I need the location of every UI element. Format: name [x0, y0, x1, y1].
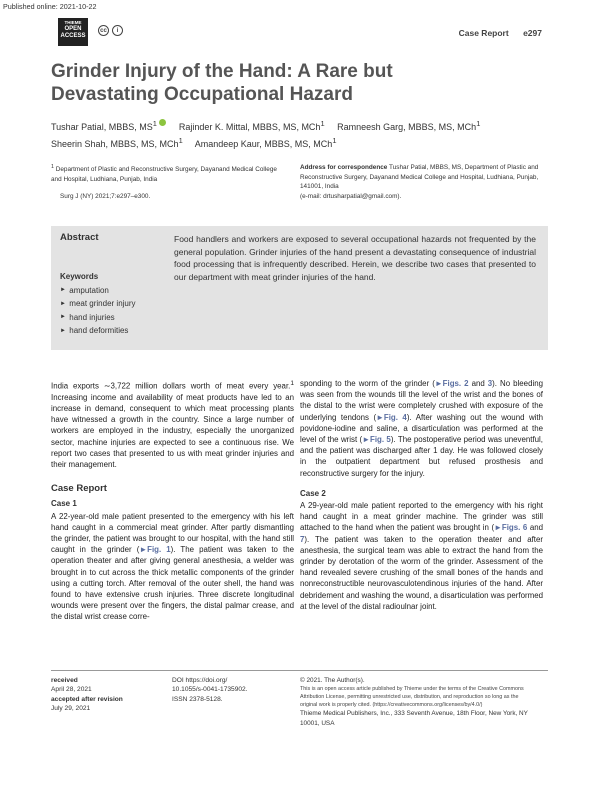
keywords-list: [60, 284, 136, 338]
citation: Surg J (NY) 2021;7:e297–e300.: [60, 193, 151, 200]
doi-label: DOI https://doi.org/: [172, 677, 228, 684]
accepted-label: accepted after revision: [51, 695, 123, 703]
correspondence-label: Address for correspondence: [300, 164, 388, 171]
correspondence-address: [300, 163, 550, 201]
keyword-item: ► meat grinder injury: [60, 297, 136, 310]
abstract-text: Food handlers and workers are exposed to several occupational hazards not frequented by the general population. Grinder injuries of the hand present a devastating consequence of industrial food processing that is infrequently described. Herein, we describe two cases that presented to our department with meat grinder injuries of the hand.: [174, 234, 536, 283]
author-sup: 1: [332, 136, 337, 145]
author-name: Amandeep Kaur, MBBS, MS, MCh: [194, 139, 333, 149]
keyword-item: ► hand deformities: [60, 324, 136, 337]
issn: ISSN 2378-5128.: [172, 695, 223, 703]
keyword-item: ► hand injuries: [60, 311, 136, 324]
license-block: [300, 676, 535, 728]
correspondence-email[interactable]: (e-mail: drtusharpatial@gmail.com).: [300, 192, 402, 200]
keyword-item: ► amputation: [60, 284, 136, 297]
case2-text: A 29-year-old male patient reported to the emergency with his right hand caught in a meat grinder machine. The grinder was still attached to the hand when the patient was brought in (: [300, 501, 543, 533]
case1-text: A 22-year-old male patient presented to the emergency with his left hand caught in a commercial meat grinder. After partly dismantling the grinder, the patient was brought to our hospital, with the hand still caught in the grinder (: [51, 511, 294, 555]
intro-paragraph: [51, 378, 294, 470]
section-label: Case Report: [458, 28, 509, 38]
intro-text: India exports ∼3,722 million dollars worth of meat every year.: [51, 381, 291, 391]
case2-paragraph: [300, 500, 543, 612]
article-title: Grinder Injury of the Hand: A Rare but Devastating Occupational Hazard: [51, 61, 393, 105]
author-sup: 1: [178, 136, 183, 145]
logo-line-2: OPEN: [64, 26, 82, 32]
case-report-heading: Case Report: [51, 483, 107, 495]
affiliation-sup: 1: [51, 164, 54, 170]
intro-text: Increasing income and availability of meat products have led to an increase in demand, consequent to which meat processing plants have witnessed a growth in the country. Since a large number of workers are employed in the industry, especially the unorganized sector, machine injuries are expected to see a continuous rise. We report two cases that presented to us with meat grinder injuries and their management.: [51, 392, 294, 470]
logo-line-1: THIEME: [64, 20, 82, 25]
figure-link[interactable]: 3: [487, 379, 493, 388]
cc-license-icon: cc: [98, 25, 109, 36]
article-dates: [51, 676, 123, 713]
case1-text: ). The patient was taken to the operation theater and after giving general anesthesia, a welder was brought in to cut across the thick metallic components of the grinder using a cutting torch. After removal of the outer shell, the hand was found to have extensive crush injuries. Three discrete longitudinal wounds were present over the fingers, the distal palmar crease, and the distal wrist crease corre-: [51, 545, 294, 622]
figure-link[interactable]: ►Figs. 6: [494, 523, 528, 533]
reference-sup[interactable]: 1: [290, 380, 294, 387]
body-column-right: [300, 378, 543, 612]
keywords-heading: Keywords: [60, 272, 99, 281]
case2-text: ). The patient was taken to the operation theater and after anesthesia, the surgical team was able to extract the hand from the grinder by derotation of the worm of the grinder. Assessment of the hand revealed severe crushing of the small bones of the hands and nonreconstructible neurovasculotendinous injuries of the hand. After debridement and washing the wound, a disarticulation was performed at the level of the distal radioulnar joint.: [300, 534, 543, 611]
correspondence-text: Tushar Patial, MBBS, MS, Department of Plastic and Reconstructive Surgery, Dayanand Medical College and Hospital, Ludhiana, Punjab, 141001, India: [300, 164, 539, 190]
author-name: Ramneesh Garg, MBBS, MS, MCh: [337, 122, 477, 132]
author-name: Rajinder K. Mittal, MBBS, MS, MCh: [178, 122, 321, 132]
case1-text: ). No bleeding was seen from the wounds till the level of the wrist and the bones of the distal to the wrist were completely crushed with exposure of the underlying tendons (: [300, 379, 543, 422]
affiliation: [51, 163, 281, 184]
case1-text: ). The postoperative period was uneventful, and the patient was discharged after 1 day. He was followed closely in the outpatient department but refused prosthesis and reconstructive surgery for the injury.: [300, 435, 543, 478]
logo-line-3: ACCESS: [60, 33, 86, 39]
figure-link[interactable]: ►Fig. 5: [362, 435, 391, 445]
published-online-date: Published online: 2021-10-22: [3, 2, 97, 11]
footer-divider: [51, 670, 548, 671]
figure-link[interactable]: ►Figs. 2: [434, 379, 469, 388]
case1-text: sponding to the worm of the grinder (: [300, 379, 435, 388]
case1-text: ). After washing out the wound with povidone-iodine and saline, a disarticulation was performed at the level of the wrist (: [300, 412, 543, 445]
case2-heading: Case 2: [300, 488, 326, 498]
author-name: Sheerin Shah, MBBS, MS, MCh: [51, 139, 179, 149]
author-sup: 1: [320, 119, 325, 128]
author-sup: 1: [152, 119, 157, 128]
case1-paragraph: [51, 511, 294, 623]
page-number: e297: [523, 28, 542, 38]
copyright: © 2021. The Author(s).: [300, 677, 365, 684]
received-label: received: [51, 677, 78, 684]
abstract-heading: Abstract: [60, 232, 99, 243]
orcid-icon[interactable]: [159, 119, 166, 126]
doi-value[interactable]: 10.1055/s-0041-1735902.: [172, 686, 248, 694]
license-text: This is an open access article published by Thieme under the terms of the Creative Commons Attribution License, permitting unrestricted use, distribution, and reproduction so long as the original work is properly cited. (https://creativecommons.org/licenses/by/4.0/): [300, 686, 524, 709]
connector-text: and: [468, 379, 488, 388]
connector-text: and: [527, 523, 544, 533]
case1-continued-paragraph: [300, 378, 543, 479]
body-column-left: [51, 378, 294, 623]
author-sup: 1: [476, 119, 481, 128]
publisher-address: Thieme Medical Publishers, Inc., 333 Seventh Avenue, 18th Floor, New York, NY 10001, USA: [300, 710, 528, 727]
author-list: [51, 117, 521, 151]
doi-block: [172, 676, 248, 704]
thieme-open-access-logo: [58, 18, 88, 46]
figure-link[interactable]: ►Fig. 4: [376, 412, 407, 422]
figure-link[interactable]: ►Fig. 1: [139, 545, 171, 555]
received-date: April 28, 2021: [51, 686, 92, 694]
figure-link[interactable]: 7: [300, 534, 305, 544]
cc-by-icon: i: [112, 25, 123, 36]
affiliation-text: Department of Plastic and Reconstructive Surgery, Dayanand Medical College and Hospital, Ludhiana, Punjab, India: [51, 166, 277, 183]
running-header: [447, 28, 542, 38]
case1-heading: Case 1: [51, 499, 77, 509]
author-name: Tushar Patial, MBBS, MS: [51, 122, 153, 132]
accepted-date: July 29, 2021: [51, 704, 91, 712]
